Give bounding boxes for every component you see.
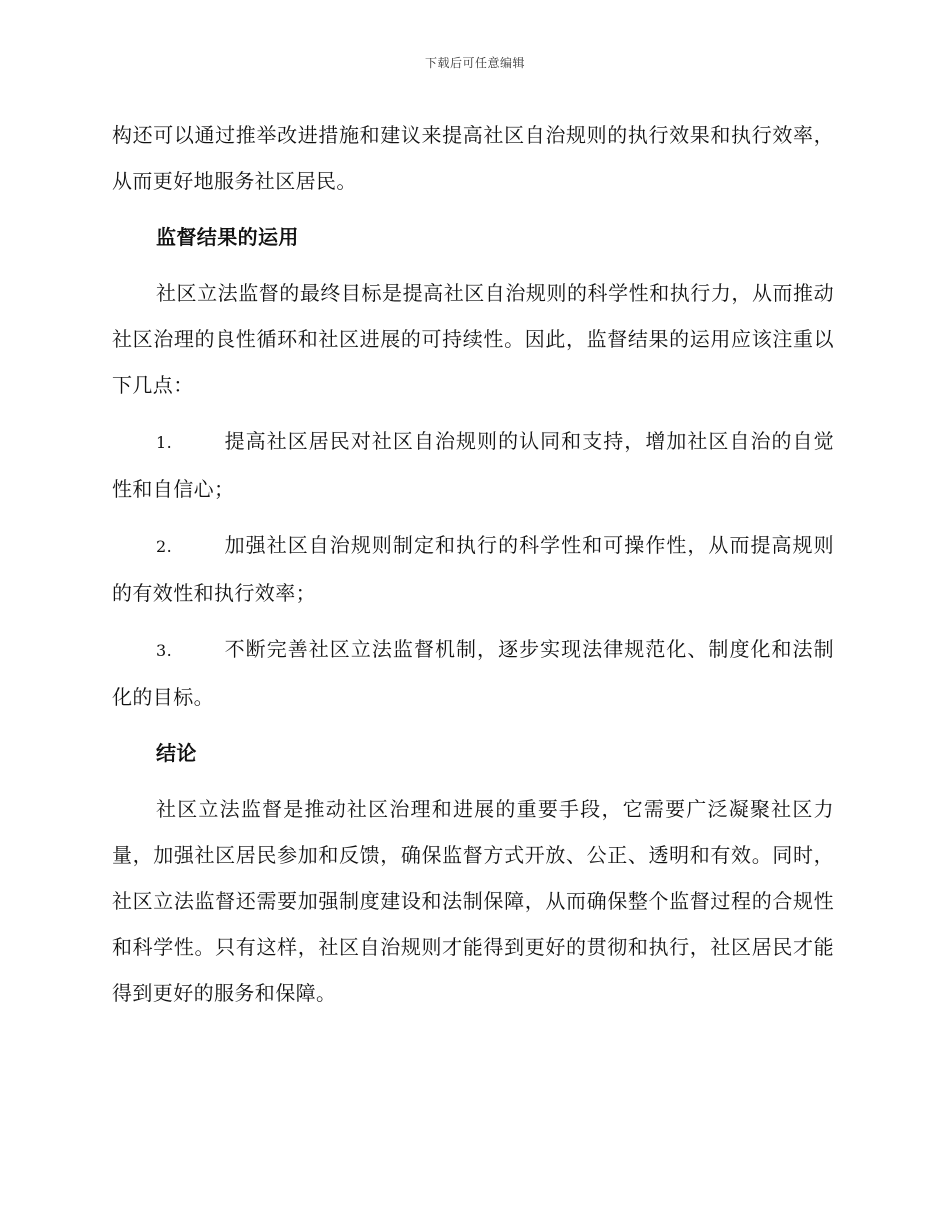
page-header: 下载后可任意编辑 [424, 56, 525, 70]
list-item [112, 626, 834, 720]
list-item [112, 418, 834, 512]
list-item-text: 不断完善社区立法监督机制，逐步实现法律规范化、制度化和法制化的目标。 [112, 637, 834, 709]
section-heading-conclusion: 结论 [156, 741, 197, 765]
document-body [112, 112, 834, 1026]
section-paragraph-supervision-results: 社区立法监督的最终目标是提高社区自治规则的科学性和执行力，从而推动社区治理的良性循环和社区进展的可持续性。因此，监督结果的运用应该注重以下几点： [112, 281, 834, 397]
list-item-text: 加强社区自治规则制定和执行的科学性和可操作性，从而提高规则的有效性和执行效率； [112, 533, 834, 605]
list-item-number: 1. [156, 433, 173, 452]
section-paragraph-conclusion: 社区立法监督是推动社区治理和进展的重要手段，它需要广泛凝聚社区力量，加强社区居民参加和反馈，确保监督方式开放、公正、透明和有效。同时，社区立法监督还需要加强制度建设和法制保障，从而确保整个监督过程的合规性和科学性。只有这样，社区自治规则才能得到更好的贯彻和执行，社区居民才能得到更好的服务和保障。 [112, 797, 834, 1005]
list-item-text: 提高社区居民对社区自治规则的认同和支持，增加社区自治的自觉性和自信心； [112, 429, 834, 501]
section-heading-supervision-results: 监督结果的运用 [156, 225, 299, 249]
intro-continuation-paragraph: 构还可以通过推举改进措施和建议来提高社区自治规则的执行效果和执行效率，从而更好地服务社区居民。 [112, 123, 834, 193]
list-item [112, 522, 834, 616]
list-item-number: 2. [156, 537, 173, 556]
list-item-number: 3. [156, 641, 173, 660]
